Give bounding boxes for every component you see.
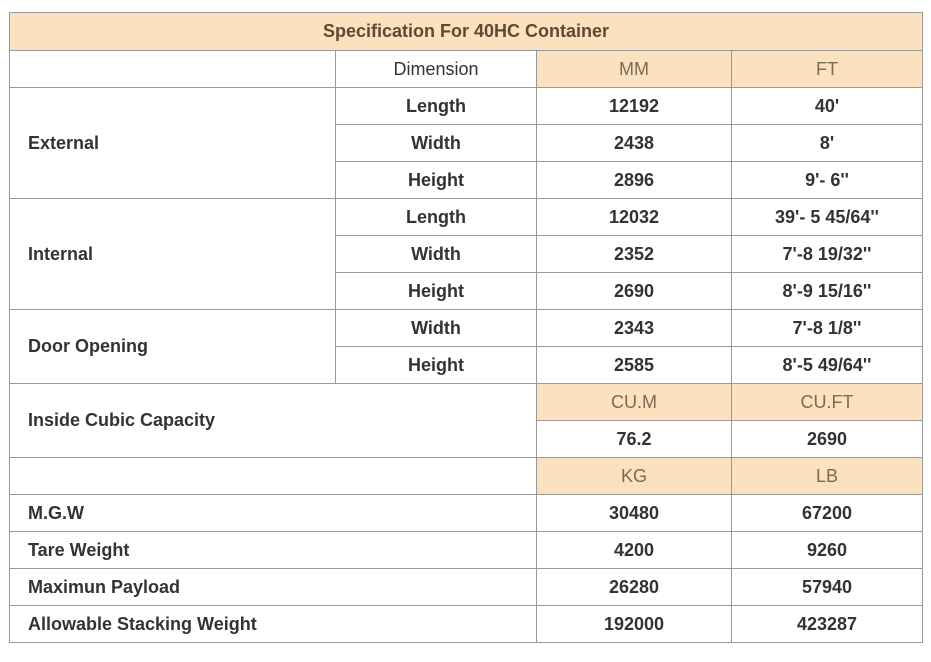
ft-cell: 40' (732, 88, 923, 125)
weight-label: Tare Weight (10, 532, 537, 569)
weight-header-blank-cell (10, 458, 537, 495)
ft-cell: 7'-8 19/32'' (732, 236, 923, 273)
weight-unit-row (10, 458, 923, 495)
mm-cell: 2585 (537, 347, 732, 384)
header-blank-cell (10, 51, 336, 88)
ft-cell: 8' (732, 125, 923, 162)
table-row (10, 569, 923, 606)
ft-cell: 7'-8 1/8'' (732, 310, 923, 347)
title-row (10, 13, 923, 51)
dimension-cell: Width (336, 310, 537, 347)
internal-label: Internal (10, 199, 336, 310)
mm-cell: 2690 (537, 273, 732, 310)
cuft-header: CU.FT (732, 384, 923, 421)
lb-cell: 57940 (732, 569, 923, 606)
table-row (10, 606, 923, 643)
ft-header: FT (732, 51, 923, 88)
mm-header: MM (537, 51, 732, 88)
mm-cell: 12032 (537, 199, 732, 236)
table-row (10, 532, 923, 569)
weight-label: M.G.W (10, 495, 537, 532)
capacity-unit-row (10, 384, 923, 421)
cum-header: CU.M (537, 384, 732, 421)
dimension-cell: Width (336, 236, 537, 273)
dimension-cell: Height (336, 273, 537, 310)
dimension-cell: Height (336, 347, 537, 384)
mm-cell: 2352 (537, 236, 732, 273)
table-title: Specification For 40HC Container (10, 13, 923, 51)
table-row (10, 88, 923, 125)
cuft-value: 2690 (732, 421, 923, 458)
table-row (10, 310, 923, 347)
header-row (10, 51, 923, 88)
mm-cell: 12192 (537, 88, 732, 125)
capacity-label: Inside Cubic Capacity (10, 384, 537, 458)
ft-cell: 39'- 5 45/64'' (732, 199, 923, 236)
lb-cell: 423287 (732, 606, 923, 643)
dimension-cell: Width (336, 125, 537, 162)
external-label: External (10, 88, 336, 199)
dimension-cell: Length (336, 199, 537, 236)
kg-cell: 30480 (537, 495, 732, 532)
weight-label: Maximun Payload (10, 569, 537, 606)
lb-cell: 9260 (732, 532, 923, 569)
lb-cell: 67200 (732, 495, 923, 532)
kg-cell: 192000 (537, 606, 732, 643)
dimension-header: Dimension (336, 51, 537, 88)
spec-table (9, 12, 923, 643)
weight-label: Allowable Stacking Weight (10, 606, 537, 643)
kg-cell: 26280 (537, 569, 732, 606)
dimension-cell: Length (336, 88, 537, 125)
table-row (10, 199, 923, 236)
kg-header: KG (537, 458, 732, 495)
kg-cell: 4200 (537, 532, 732, 569)
ft-cell: 8'-9 15/16'' (732, 273, 923, 310)
ft-cell: 9'- 6'' (732, 162, 923, 199)
mm-cell: 2896 (537, 162, 732, 199)
dimension-cell: Height (336, 162, 537, 199)
lb-header: LB (732, 458, 923, 495)
ft-cell: 8'-5 49/64'' (732, 347, 923, 384)
mm-cell: 2343 (537, 310, 732, 347)
cum-value: 76.2 (537, 421, 732, 458)
mm-cell: 2438 (537, 125, 732, 162)
door-opening-label: Door Opening (10, 310, 336, 384)
table-row (10, 495, 923, 532)
